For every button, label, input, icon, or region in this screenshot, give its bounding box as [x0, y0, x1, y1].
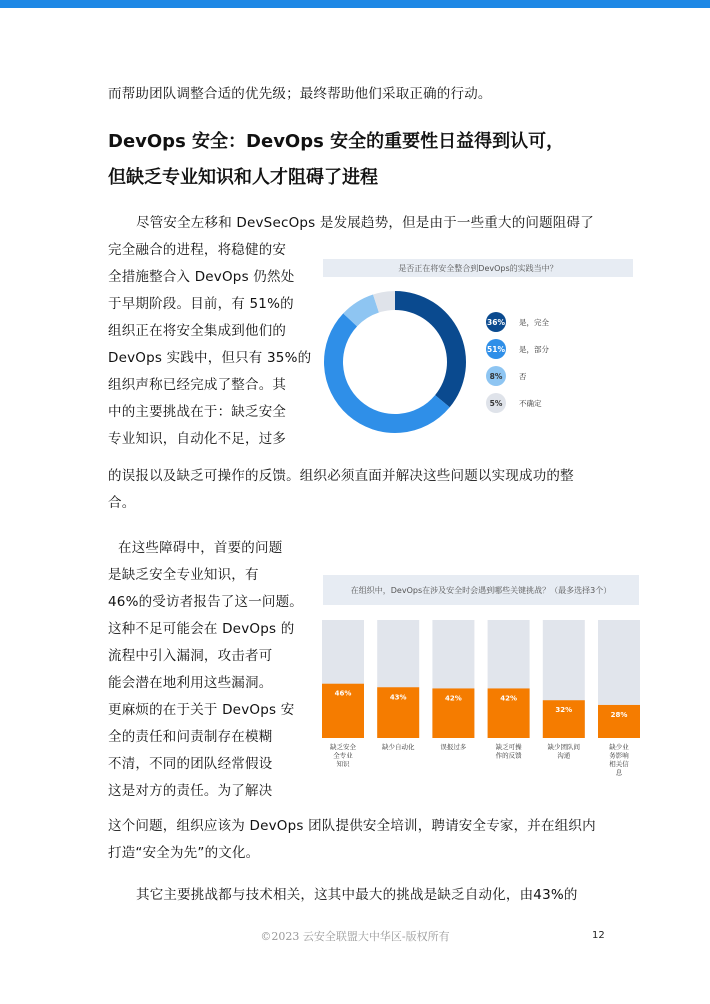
p1-line: 组织声称已经完成了整合。其 [108, 377, 287, 393]
bar-chart-title: 在组织中，DevOps在涉及安全时会遇到哪些关键挑战？（最多选择3个） [323, 575, 639, 605]
bar-value-label: 43% [389, 693, 407, 702]
p2-line: 是缺乏安全专业知识，有 [108, 567, 259, 583]
donut-slice [324, 313, 450, 433]
bar-category-label: 相关信 [609, 760, 629, 768]
p2-line: 全的责任和问责制存在模糊 [108, 729, 273, 745]
bar-value-label: 42% [445, 694, 462, 703]
p1-line: 尽管安全左移和 DevSecOps 是发展趋势，但是由于一些重大的问题阻碍了 [136, 215, 594, 231]
p2-line: 在这些障碍中，首要的问题 [118, 540, 283, 556]
p2-line: 能会潜在地利用这些漏洞。 [108, 675, 273, 691]
p1-line: 于早期阶段。目前，有 51%的 [108, 296, 294, 312]
bar-category-label: 知识 [336, 760, 350, 768]
bar-category-label: 全专业 [333, 751, 353, 760]
bar-value-label: 28% [610, 710, 628, 719]
legend-value-label: 5% [489, 398, 503, 408]
p1-line: 专业知识，自动化不足，过多 [108, 431, 287, 447]
footer-copyright: ©2023 云安全联盟大中华区-版权所有 [260, 930, 450, 943]
p1-line: 中的主要挑战在于：缺乏安全 [108, 404, 287, 420]
donut-chart-title: 是否正在将安全整合到DevOps的实践当中？ [323, 259, 633, 277]
p1-line: 完全融合的进程，将稳健的安 [108, 242, 287, 258]
bar-category-label: 沟通 [557, 751, 571, 760]
p2-line: 打造“安全为先”的文化。 [108, 845, 260, 861]
legend-label: 不确定 [519, 398, 542, 408]
legend-label: 是，完全 [519, 317, 549, 327]
bar [598, 705, 640, 738]
bar-category-label: 务影响 [609, 751, 629, 760]
legend-label: 是，部分 [519, 344, 549, 354]
bar-category-label: 缺少自动化 [381, 743, 415, 751]
p1-line: 的误报以及缺乏可操作的反馈。组织必须直面并解决这些问题以实现成功的整 [108, 468, 574, 484]
bar-value-label: 32% [555, 706, 573, 715]
p1-line: 合。 [108, 495, 136, 511]
bar-category-label: 缺乏可操 [495, 743, 522, 751]
p2-line: 46%的受访者报告了这一问题。 [108, 594, 304, 610]
bar-category-label: 缺少团队间 [547, 743, 581, 751]
p2-line: 不清，不同的团队经常假设 [108, 756, 273, 772]
legend-label: 否 [519, 371, 527, 381]
bar-category-label: 缺少业 [609, 743, 629, 751]
paragraph-intro: 而帮助团队调整合适的优先级；最终帮助他们采取正确的行动。 [108, 86, 492, 102]
p2-line: 这种不足可能会在 DevOps 的 [108, 621, 295, 637]
p2-line: 流程中引入漏洞，攻击者可 [108, 648, 273, 664]
bar-chart [315, 612, 645, 797]
p1-line: 组织正在将安全集成到他们的 [108, 323, 287, 339]
p1-line: DevOps 实践中，但只有 35%的 [108, 350, 312, 366]
bar-value-label: 42% [500, 694, 517, 703]
bar-category-label: 作的反馈 [495, 751, 522, 760]
section-heading-line1: DevOps 安全：DevOps 安全的重要性日益得到认可， [108, 131, 565, 152]
section-heading-line2: 但缺乏专业知识和人才阻碍了进程 [108, 167, 378, 188]
donut-chart [323, 280, 633, 440]
p2-line: 这是对方的责任。为了解决 [108, 783, 273, 799]
bar-category-label: 缺乏安全 [330, 743, 356, 751]
bar-category-label: 误报过多 [440, 743, 467, 751]
page-number: 12 [592, 930, 605, 941]
bar-category-label: 息 [615, 768, 623, 777]
legend-value-label: 51% [487, 344, 505, 354]
legend-value-label: 8% [489, 371, 503, 381]
paragraph-tech-challenges: 其它主要挑战都与技术相关，这其中最大的挑战是缺乏自动化，由43%的 [136, 887, 578, 903]
p2-line: 更麻烦的在于关于 DevOps 安 [108, 702, 295, 718]
legend-value-label: 36% [487, 317, 505, 327]
donut-slice [395, 291, 466, 407]
p2-line: 这个问题，组织应该为 DevOps 团队提供安全培训，聘请安全专家，并在组织内 [108, 818, 596, 834]
p1-line: 全措施整合入 DevOps 仍然处 [108, 269, 295, 285]
bar-value-label: 46% [334, 689, 352, 698]
top-accent-bar [0, 0, 710, 8]
